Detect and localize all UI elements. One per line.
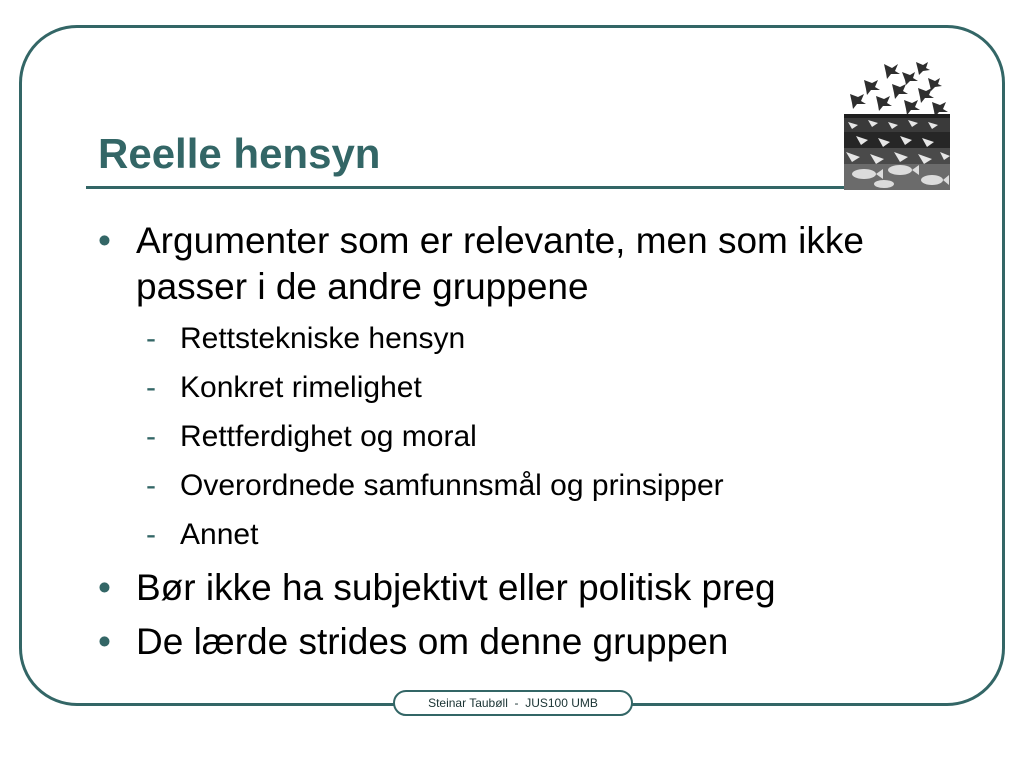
- dash-icon: -: [146, 469, 156, 502]
- bullet-text: De lærde strides om denne gruppen: [136, 621, 729, 662]
- sub-bullet-item: [96, 461, 946, 510]
- slide-title: Reelle hensyn: [98, 130, 381, 177]
- sub-bullet-list: [96, 314, 946, 559]
- bullet-item: [96, 619, 946, 665]
- bullet-text: Argumenter som er relevante, men som ikke passer i de andre gruppene: [136, 220, 864, 307]
- dash-icon: -: [146, 518, 156, 551]
- sub-bullet-text: Konkret rimelighet: [180, 371, 422, 404]
- bullet-dot-icon: •: [98, 220, 111, 261]
- footer-label: Steinar Taubøll - JUS100 UMB: [393, 690, 633, 716]
- escher-birds-fish-tessellation-icon: [844, 58, 950, 190]
- sub-bullet-text: Rettstekniske hensyn: [180, 322, 466, 355]
- sub-bullet-item: [96, 314, 946, 363]
- slide-body: [96, 218, 946, 665]
- bullet-dot-icon: •: [98, 621, 111, 662]
- bullet-dot-icon: •: [98, 567, 111, 608]
- sub-bullet-item: [96, 510, 946, 559]
- sub-bullet-text: Annet: [180, 518, 259, 551]
- dash-icon: -: [146, 371, 156, 404]
- sub-bullet-item: [96, 363, 946, 412]
- bullet-item: [96, 565, 946, 611]
- sub-bullet-item: [96, 412, 946, 461]
- sub-bullet-text: Rettferdighet og moral: [180, 420, 477, 453]
- title-underline: [86, 186, 948, 189]
- bullet-item: [96, 218, 946, 310]
- bullet-text: Bør ikke ha subjektivt eller politisk preg: [136, 567, 776, 608]
- sub-bullet-text: Overordnede samfunnsmål og prinsipper: [180, 469, 724, 502]
- dash-icon: -: [146, 420, 156, 453]
- dash-icon: -: [146, 322, 156, 355]
